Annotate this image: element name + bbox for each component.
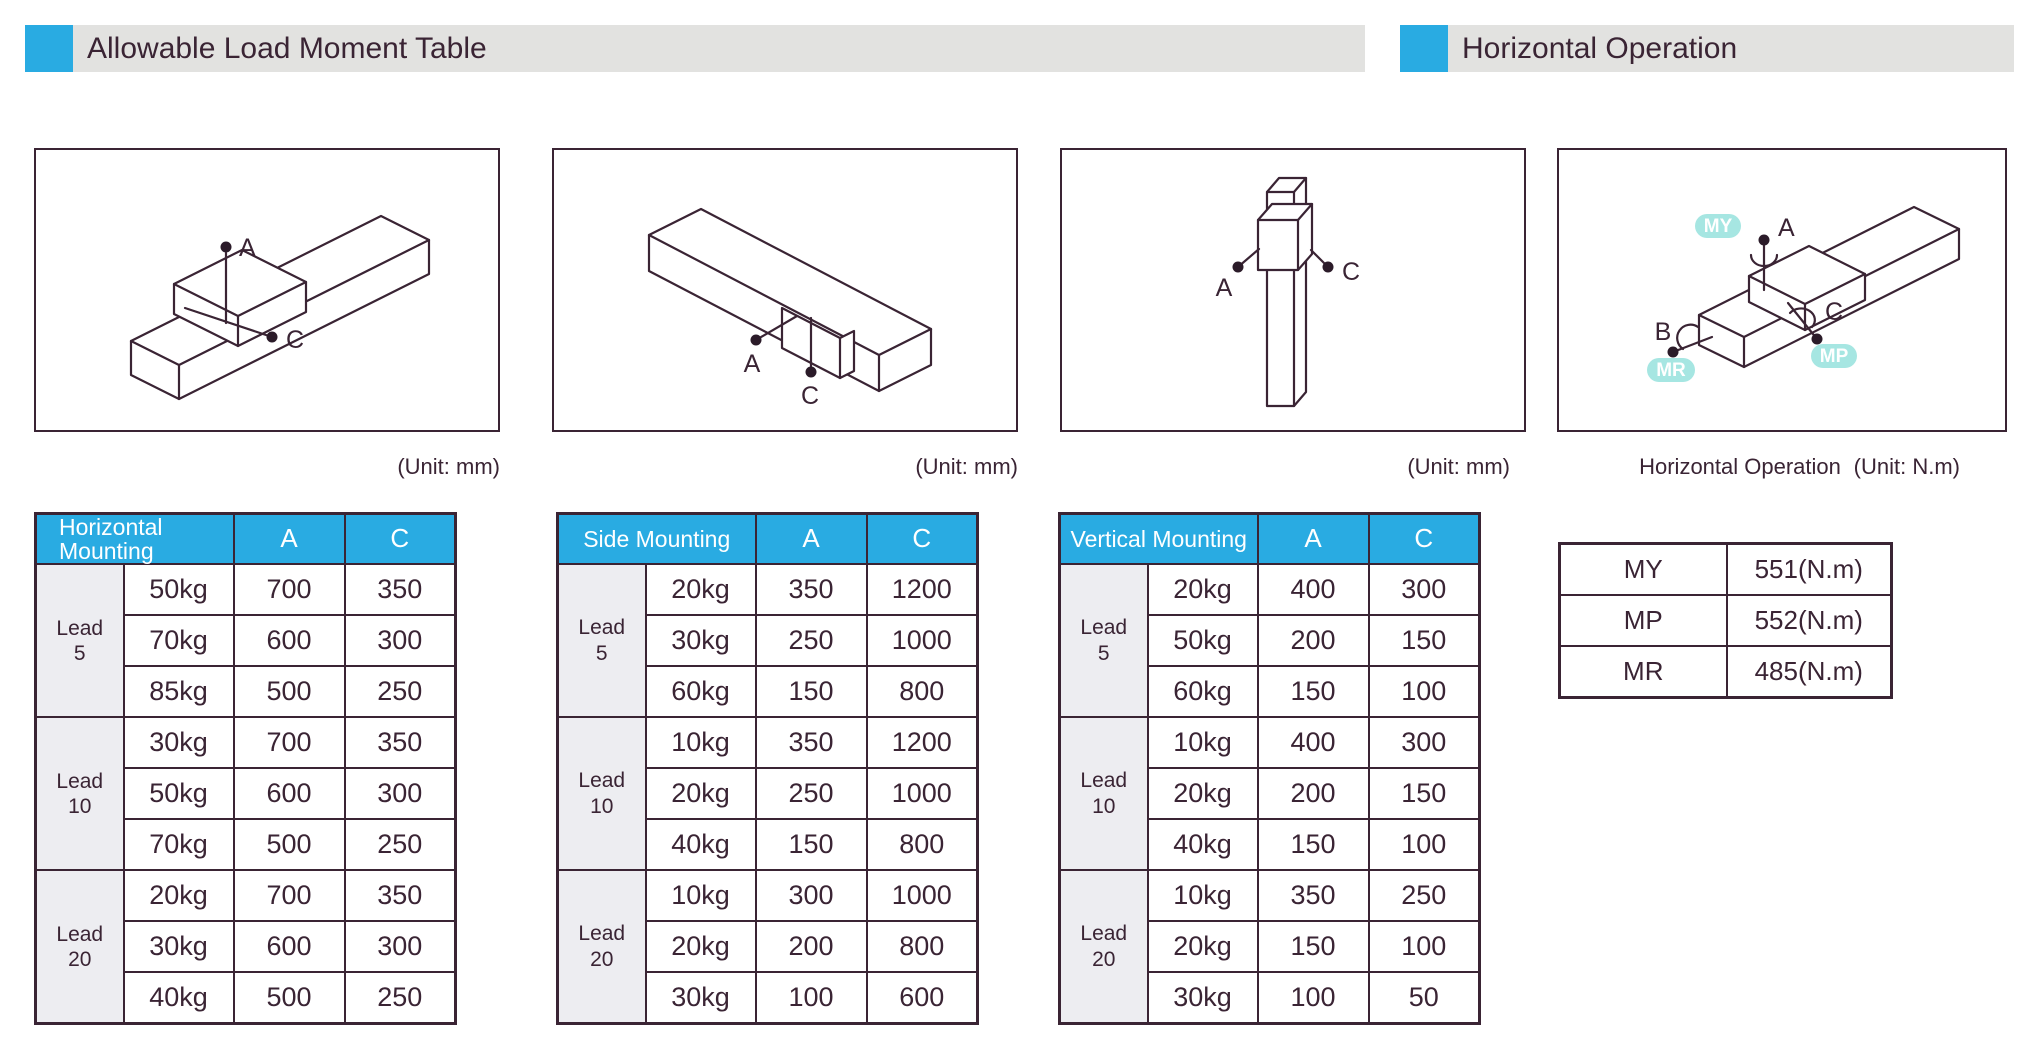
value-c-cell: 300 [345, 615, 456, 666]
value-c-cell: 150 [1369, 615, 1480, 666]
lead-cell: Lead 5 [36, 564, 124, 717]
weight-cell: 10kg [1148, 870, 1258, 921]
unit-caption: (Unit: mm) [397, 454, 500, 479]
column-header-c: C [867, 514, 978, 565]
value-a-cell: 300 [756, 870, 867, 921]
lead-cell: Lead 10 [558, 717, 646, 870]
weight-cell: 40kg [1148, 819, 1258, 870]
weight-cell: 50kg [124, 564, 234, 615]
table-header-row [1060, 514, 1480, 565]
value-c-cell: 1200 [867, 564, 978, 615]
value-c-cell: 50 [1369, 972, 1480, 1024]
weight-cell: 20kg [124, 870, 234, 921]
weight-cell: 20kg [1148, 921, 1258, 972]
weight-cell: 85kg [124, 666, 234, 717]
value-a-cell: 350 [1258, 870, 1369, 921]
side-mounting-table-host [556, 512, 979, 1025]
operation-caption: Horizontal Operation [1639, 454, 1841, 479]
point-label-b: B [1654, 318, 1672, 346]
weight-cell: 30kg [646, 972, 756, 1024]
value-a-cell: 500 [234, 666, 345, 717]
vertical-mounting-drawing [1062, 150, 1524, 430]
value-a-cell: 200 [756, 921, 867, 972]
moment-value-cell: 485(N.m) [1727, 646, 1892, 698]
value-c-cell: 800 [867, 819, 978, 870]
value-a-cell: 350 [756, 717, 867, 768]
value-a-cell: 600 [234, 615, 345, 666]
section-marker-icon [1400, 25, 1448, 72]
side-mounting-diagram [552, 148, 1018, 432]
lead-cell: Lead 20 [36, 870, 124, 1024]
point-label-a: A [1778, 214, 1795, 242]
section-marker-icon [25, 25, 73, 72]
point-label-a: A [1215, 274, 1233, 302]
point-label-c: C [1825, 298, 1844, 326]
value-c-cell: 800 [867, 921, 978, 972]
value-c-cell: 300 [345, 921, 456, 972]
table-row [1060, 564, 1480, 615]
point-label-a: A [743, 350, 761, 378]
moment-value-cell: 551(N.m) [1727, 544, 1892, 596]
value-a-cell: 150 [1258, 921, 1369, 972]
section-bar-allowable-load [25, 25, 1365, 72]
column-header-a: A [234, 514, 345, 565]
moment-row [1560, 595, 1892, 646]
value-a-cell: 600 [234, 921, 345, 972]
moment-row [1560, 646, 1892, 698]
horizontal-operation-diagram [1557, 148, 2007, 432]
table-row [558, 717, 978, 768]
point-label-c: C [800, 382, 820, 410]
column-header-a: A [756, 514, 867, 565]
side-mounting-table [556, 512, 979, 1025]
section-title: Allowable Load Moment Table [87, 32, 487, 65]
value-a-cell: 700 [234, 870, 345, 921]
vertical-mounting-table-host [1058, 512, 1481, 1025]
moment-name-cell: MY [1560, 544, 1727, 596]
horizontal-mounting-table [34, 512, 457, 1025]
value-a-cell: 500 [234, 972, 345, 1024]
value-c-cell: 1000 [867, 768, 978, 819]
table-row [558, 564, 978, 615]
section-title: Horizontal Operation [1462, 32, 1738, 65]
weight-cell: 30kg [124, 921, 234, 972]
value-a-cell: 400 [1258, 564, 1369, 615]
weight-cell: 20kg [1148, 768, 1258, 819]
weight-cell: 20kg [646, 564, 756, 615]
value-a-cell: 100 [1258, 972, 1369, 1024]
lead-cell: Lead 5 [558, 564, 646, 717]
value-c-cell: 350 [345, 717, 456, 768]
horizontal-operation-values-table [1558, 542, 1893, 699]
section-bar-horizontal-operation [1400, 25, 2014, 72]
value-c-cell: 250 [345, 819, 456, 870]
value-c-cell: 150 [1369, 768, 1480, 819]
weight-cell: 20kg [646, 768, 756, 819]
weight-cell: 10kg [1148, 717, 1258, 768]
weight-cell: 40kg [124, 972, 234, 1024]
value-c-cell: 250 [345, 666, 456, 717]
value-a-cell: 700 [234, 564, 345, 615]
value-a-cell: 500 [234, 819, 345, 870]
value-a-cell: 150 [1258, 666, 1369, 717]
value-c-cell: 300 [1369, 717, 1480, 768]
lead-cell: Lead 5 [1060, 564, 1148, 717]
horizontal-operation-drawing [1559, 150, 2005, 430]
weight-cell: 70kg [124, 615, 234, 666]
value-a-cell: 350 [756, 564, 867, 615]
column-header-c: C [345, 514, 456, 565]
value-a-cell: 250 [756, 615, 867, 666]
lead-cell: Lead 20 [1060, 870, 1148, 1024]
column-header-a: A [1258, 514, 1369, 565]
point-label-c: C [1342, 258, 1361, 286]
weight-cell: 30kg [646, 615, 756, 666]
vertical-mounting-diagram [1060, 148, 1526, 432]
value-c-cell: 100 [1369, 819, 1480, 870]
value-c-cell: 1200 [867, 717, 978, 768]
lead-cell: Lead 20 [558, 870, 646, 1024]
weight-cell: 50kg [1148, 615, 1258, 666]
table-title: Side Mounting [558, 514, 756, 565]
value-c-cell: 250 [345, 972, 456, 1024]
unit-caption: (Unit: mm) [915, 454, 1018, 479]
mp-badge-label: MP [1819, 346, 1849, 367]
value-c-cell: 800 [867, 666, 978, 717]
table-header-row [558, 514, 978, 565]
table-row [36, 870, 456, 921]
horizontal-mounting-drawing [36, 150, 498, 430]
value-c-cell: 600 [867, 972, 978, 1024]
moment-row [1560, 544, 1892, 596]
table-title: Horizontal Mounting [36, 514, 234, 565]
value-a-cell: 700 [234, 717, 345, 768]
lead-cell: Lead 10 [1060, 717, 1148, 870]
table-row [36, 717, 456, 768]
value-c-cell: 250 [1369, 870, 1480, 921]
vertical-mounting-table [1058, 512, 1481, 1025]
side-mounting-drawing [554, 150, 1016, 430]
value-c-cell: 350 [345, 564, 456, 615]
moment-value-cell: 552(N.m) [1727, 595, 1892, 646]
weight-cell: 60kg [646, 666, 756, 717]
value-c-cell: 350 [345, 870, 456, 921]
table-title: Vertical Mounting [1060, 514, 1258, 565]
point-label-c: C [286, 326, 305, 354]
value-c-cell: 100 [1369, 666, 1480, 717]
table-row [558, 870, 978, 921]
value-a-cell: 200 [1258, 615, 1369, 666]
value-c-cell: 1000 [867, 870, 978, 921]
table-row [1060, 870, 1480, 921]
column-header-c: C [1369, 514, 1480, 565]
unit-caption: (Unit: mm) [1407, 454, 1510, 479]
weight-cell: 30kg [124, 717, 234, 768]
value-a-cell: 250 [756, 768, 867, 819]
weight-cell: 40kg [646, 819, 756, 870]
mr-badge-label: MR [1656, 360, 1686, 381]
value-c-cell: 300 [1369, 564, 1480, 615]
value-a-cell: 400 [1258, 717, 1369, 768]
weight-cell: 50kg [124, 768, 234, 819]
point-label-a: A [239, 234, 256, 262]
weight-cell: 20kg [1148, 564, 1258, 615]
weight-cell: 30kg [1148, 972, 1258, 1024]
value-a-cell: 150 [756, 819, 867, 870]
weight-cell: 20kg [646, 921, 756, 972]
horizontal-mounting-diagram [34, 148, 500, 432]
value-a-cell: 100 [756, 972, 867, 1024]
value-a-cell: 150 [1258, 819, 1369, 870]
table-row [1060, 717, 1480, 768]
value-a-cell: 200 [1258, 768, 1369, 819]
horizontal-mounting-table-host [34, 512, 457, 1025]
weight-cell: 10kg [646, 870, 756, 921]
table-header-row [36, 514, 456, 565]
moment-name-cell: MP [1560, 595, 1727, 646]
weight-cell: 70kg [124, 819, 234, 870]
value-c-cell: 1000 [867, 615, 978, 666]
table-row [36, 564, 456, 615]
value-c-cell: 100 [1369, 921, 1480, 972]
weight-cell: 10kg [646, 717, 756, 768]
my-badge-label: MY [1703, 216, 1733, 237]
value-c-cell: 300 [345, 768, 456, 819]
moment-values-table-host [1558, 542, 1893, 699]
unit-caption: (Unit: N.m) [1853, 454, 1960, 479]
weight-cell: 60kg [1148, 666, 1258, 717]
value-a-cell: 600 [234, 768, 345, 819]
value-a-cell: 150 [756, 666, 867, 717]
lead-cell: Lead 10 [36, 717, 124, 870]
moment-name-cell: MR [1560, 646, 1727, 698]
